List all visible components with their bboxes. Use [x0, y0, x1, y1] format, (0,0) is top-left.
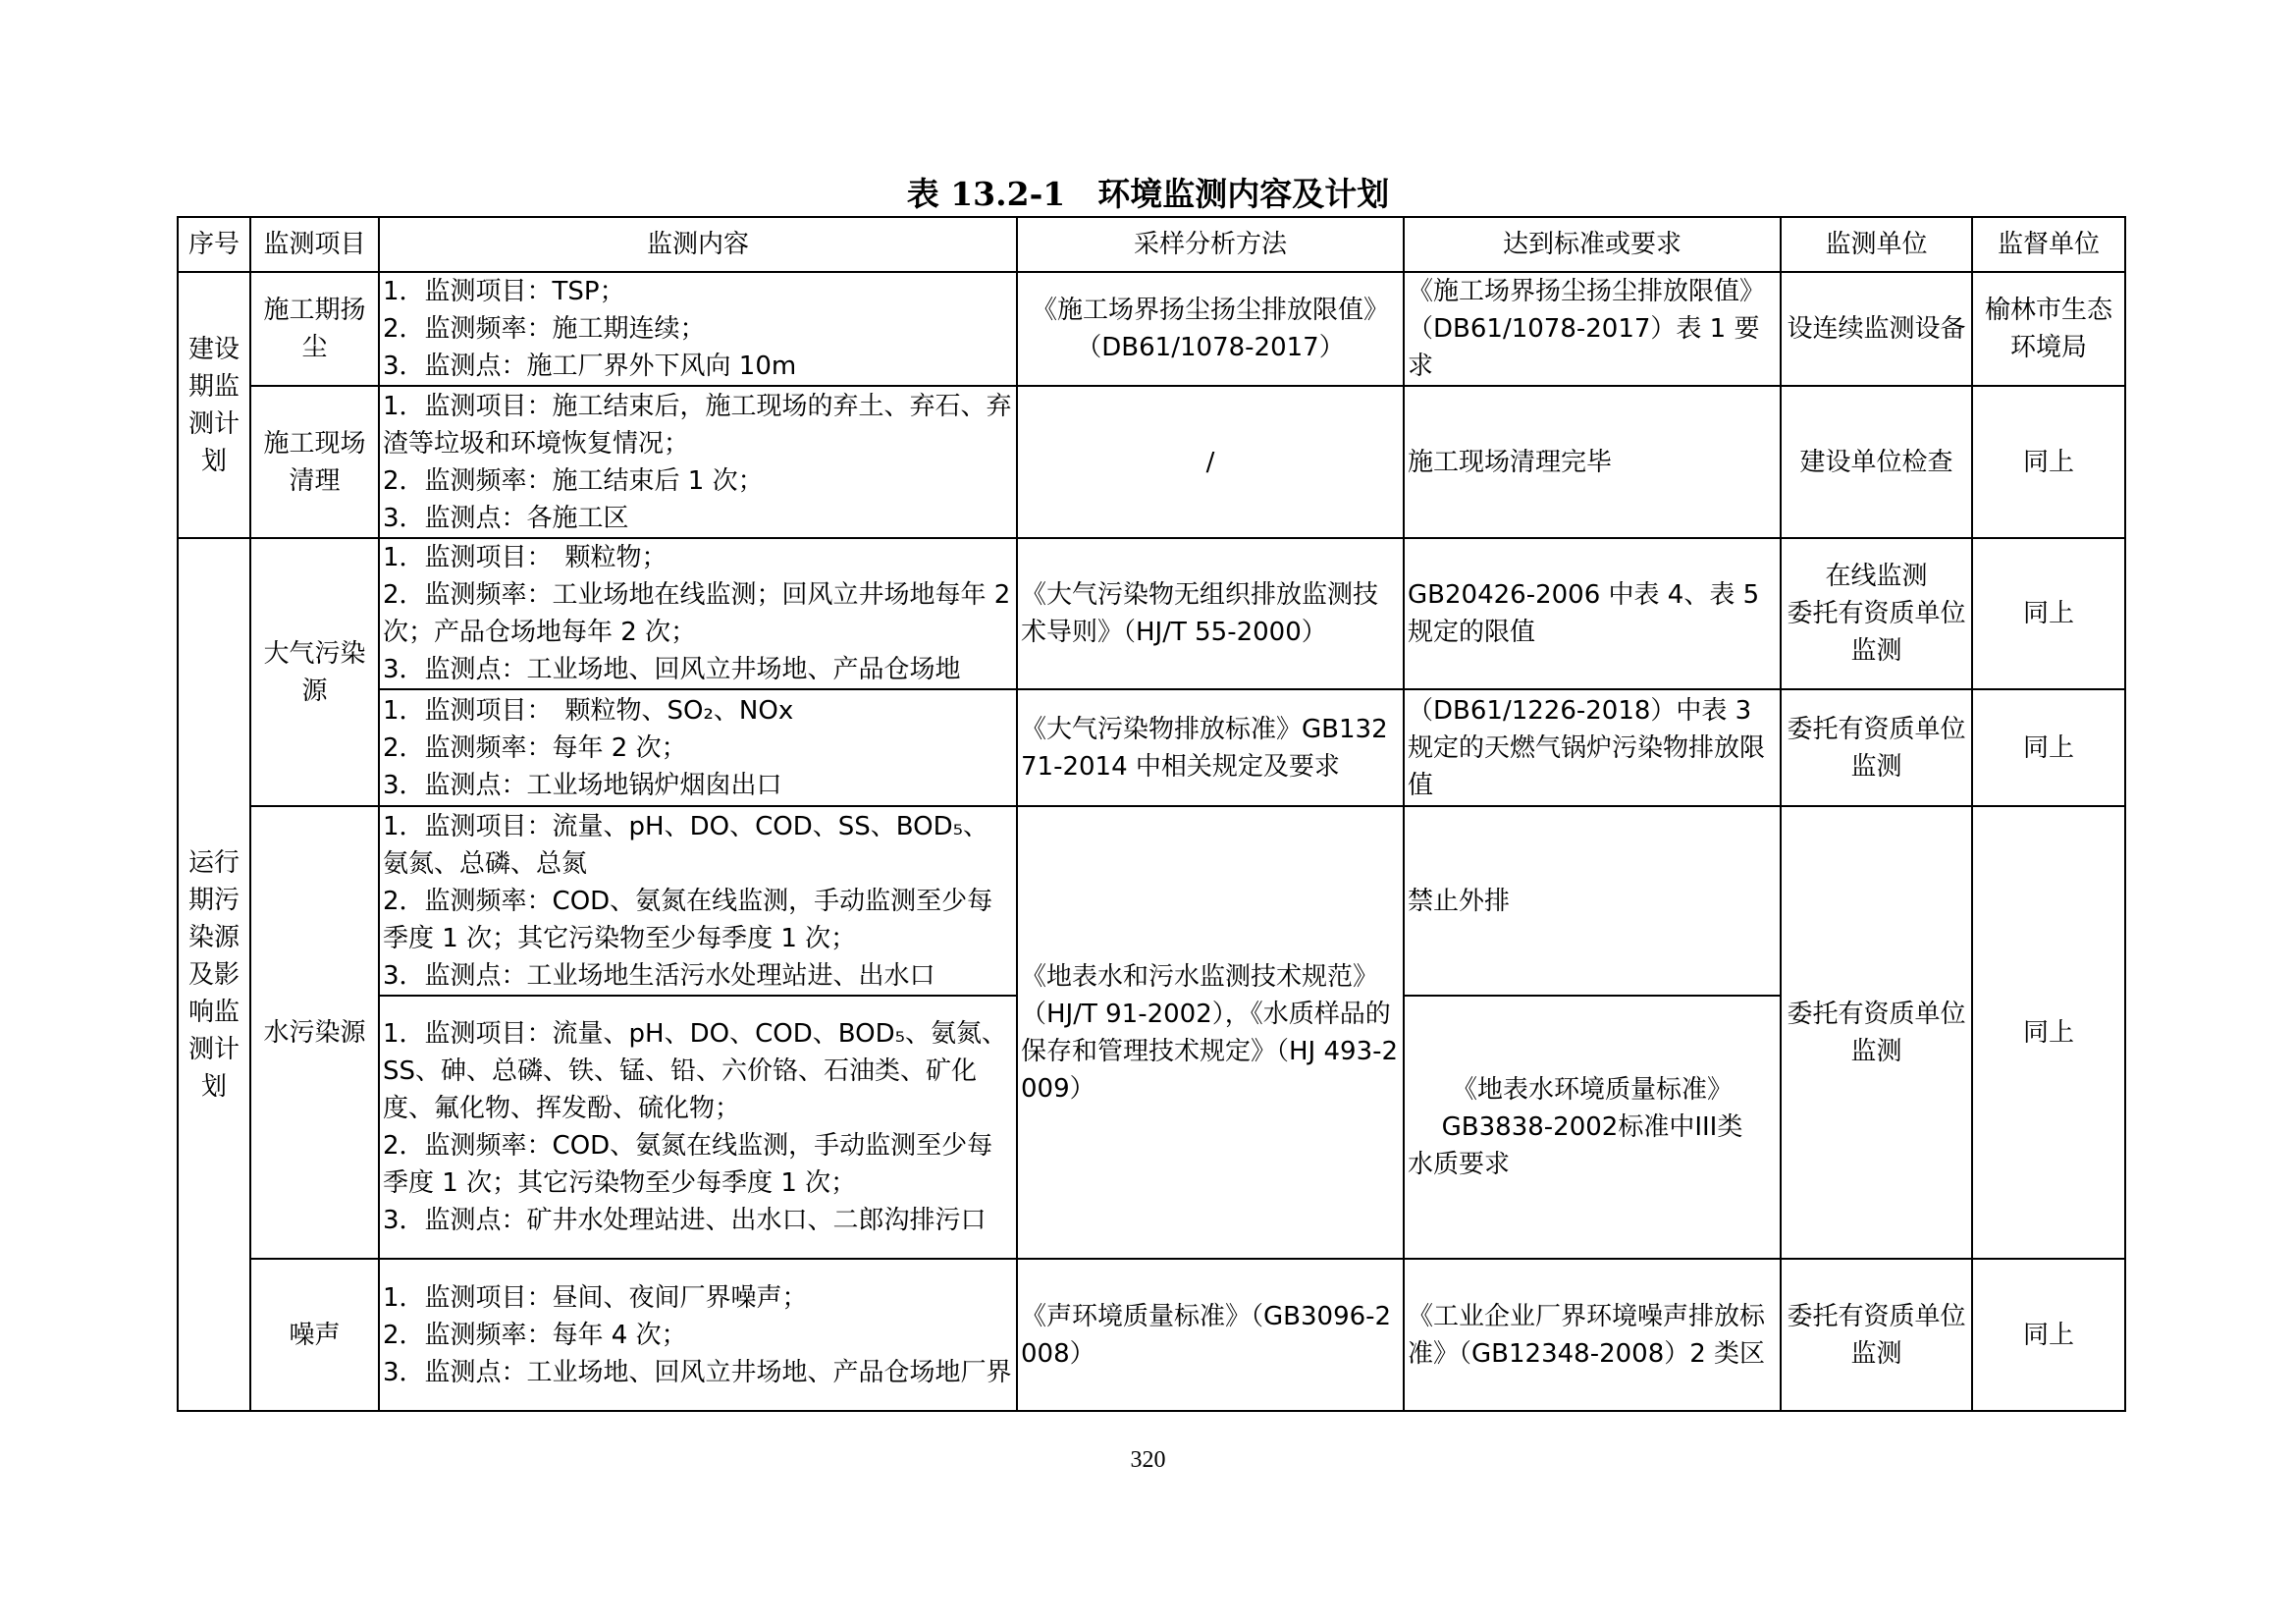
- content-cell: [379, 386, 1017, 538]
- content-line: 3．监测点：各施工区: [383, 503, 629, 533]
- unit-cell: 建设单位检查: [1781, 386, 1972, 538]
- table-row: [178, 806, 2125, 996]
- method-cell: 《施工场界扬尘扬尘排放限值》（DB61/1078-2017）: [1017, 272, 1404, 386]
- table-row: [178, 1259, 2125, 1411]
- content-line: 1．监测项目：昼间、夜间厂界噪声；: [383, 1282, 808, 1313]
- item-cell: 施工期扬尘: [250, 272, 379, 386]
- table-title: 表 13.2-1 环境监测内容及计划: [906, 175, 1390, 213]
- content-line: 2．监测频率：每年 2 次；: [383, 732, 687, 763]
- standard-line: 水质要求: [1408, 1150, 1511, 1179]
- header-cell: 采样分析方法: [1017, 217, 1404, 272]
- method-cell: /: [1017, 386, 1404, 538]
- content-line: 1．监测项目：流量、pH、DO、COD、SS、BOD₅、氨氮、总磷、总氮: [383, 811, 989, 879]
- header-cell: 监测项目: [250, 217, 379, 272]
- header-cell: 监督单位: [1972, 217, 2125, 272]
- header-cell: 序号: [178, 217, 250, 272]
- unit-line: 在线监测: [1825, 562, 1928, 591]
- header-cell: 达到标准或要求: [1404, 217, 1781, 272]
- standard-line: 《地表水环境质量标准》: [1451, 1075, 1733, 1105]
- method-cell: 《大气污染物无组织排放监测技术导则》（HJ/T 55-2000）: [1017, 538, 1404, 689]
- standard-cell: [1404, 996, 1781, 1259]
- content-cell: [379, 272, 1017, 386]
- standard-line: GB3838-2002标准中III类: [1441, 1112, 1743, 1142]
- content-cell: [379, 1259, 1017, 1411]
- unit-cell: 设连续监测设备: [1781, 272, 1972, 386]
- content-line: 3．监测点：工业场地、回风立井场地、产品仓场地厂界: [383, 1357, 1012, 1387]
- content-line: 2．监测频率：工业场地在线监测；回风立井场地每年 2 次；产品仓场地每年 2 次；: [383, 580, 1011, 647]
- method-cell: 《大气污染物排放标准》GB13271-2014 中相关规定及要求: [1017, 689, 1404, 806]
- content-line: 2．监测频率：COD、氨氮在线监测，手动监测至少每季度 1 次；其它污染物至少每季度 1 次；: [383, 1131, 993, 1198]
- unit-cell: 委托有资质单位监测: [1781, 1259, 1972, 1411]
- content-cell: [379, 806, 1017, 996]
- item-cell: 大气污染源: [250, 538, 379, 806]
- supervisor-cell: 同上: [1972, 689, 2125, 806]
- content-line: 1．监测项目：流量、pH、DO、COD、BOD₅、氨氮、SS、砷、总磷、铁、锰、铅、六价铬、石油类、矿化度、氟化物、挥发酚、硫化物；: [383, 1019, 1008, 1123]
- unit-cell: 委托有资质单位监测: [1781, 806, 1972, 1259]
- unit-cell: [1781, 538, 1972, 689]
- monitoring-table: [177, 216, 2126, 1412]
- supervisor-cell: 同上: [1972, 386, 2125, 538]
- content-line: 1．监测项目：TSP；: [383, 277, 625, 306]
- supervisor-cell: 榆林市生态环境局: [1972, 272, 2125, 386]
- header-row: [178, 217, 2125, 272]
- supervisor-cell: 同上: [1972, 538, 2125, 689]
- table-row: [178, 689, 2125, 806]
- item-cell: 水污染源: [250, 806, 379, 1259]
- method-cell: 《声环境质量标准》（GB3096-2008）: [1017, 1259, 1404, 1411]
- header-cell: 监测内容: [379, 217, 1017, 272]
- standard-cell: 禁止外排: [1404, 806, 1781, 996]
- content-line: 1．监测项目： 颗粒物、SO₂、NOx: [383, 695, 794, 726]
- page-number: 320: [1130, 1447, 1166, 1473]
- content-line: 2．监测频率：COD、氨氮在线监测，手动监测至少每季度 1 次；其它污染物至少每季度 1 次；: [383, 886, 993, 953]
- header-cell: 监测单位: [1781, 217, 1972, 272]
- content-line: 3．监测点：工业场地、回风立井场地、产品仓场地: [383, 655, 961, 684]
- content-line: 3．监测点：矿井水处理站进、出水口、二郎沟排污口: [383, 1206, 987, 1235]
- content-line: 2．监测频率：施工结束后 1 次；: [383, 465, 764, 496]
- standard-cell: 《施工场界扬尘扬尘排放限值》（DB61/1078-2017）表 1 要求: [1404, 272, 1781, 386]
- table-row: [178, 538, 2125, 689]
- standard-cell: GB20426-2006 中表 4、表 5 规定的限值: [1404, 538, 1781, 689]
- content-line: 3．监测点：工业场地生活污水处理站进、出水口: [383, 960, 935, 991]
- content-line: 3．监测点：施工厂界外下风向 10m: [383, 352, 797, 381]
- content-line: 2．监测频率：施工期连续；: [383, 314, 706, 344]
- standard-cell: 施工现场清理完毕: [1404, 386, 1781, 538]
- table-row: [178, 272, 2125, 386]
- unit-cell: 委托有资质单位监测: [1781, 689, 1972, 806]
- standard-cell: 《工业企业厂界环境噪声排放标准》（GB12348-2008）2 类区: [1404, 1259, 1781, 1411]
- supervisor-cell: 同上: [1972, 806, 2125, 1259]
- item-cell: 施工现场清理: [250, 386, 379, 538]
- phase-cell: 运行期污染源及影响监测计划: [178, 538, 250, 1411]
- item-cell: 噪声: [250, 1259, 379, 1411]
- phase-cell: 建设期监测计划: [178, 272, 250, 538]
- content-cell: [379, 538, 1017, 689]
- content-cell: [379, 689, 1017, 806]
- content-line: 1．监测项目：施工结束后，施工现场的弃土、弃石、弃渣等垃圾和环境恢复情况；: [383, 391, 1012, 459]
- table-row: [178, 386, 2125, 538]
- content-cell: [379, 996, 1017, 1259]
- content-line: 3．监测点：工业场地锅炉烟囱出口: [383, 770, 782, 800]
- standard-cell: （DB61/1226-2018）中表 3 规定的天燃气锅炉污染物排放限值: [1404, 689, 1781, 806]
- unit-line: 委托有资质单位监测: [1787, 599, 1966, 666]
- method-cell: 《地表水和污水监测技术规范》（HJ/T 91-2002），《水质样品的保存和管理技术规定》（HJ 493-2009）: [1017, 806, 1404, 1259]
- content-line: 1．监测项目： 颗粒物；: [383, 543, 667, 572]
- content-line: 2．监测频率：每年 4 次；: [383, 1320, 687, 1350]
- supervisor-cell: 同上: [1972, 1259, 2125, 1411]
